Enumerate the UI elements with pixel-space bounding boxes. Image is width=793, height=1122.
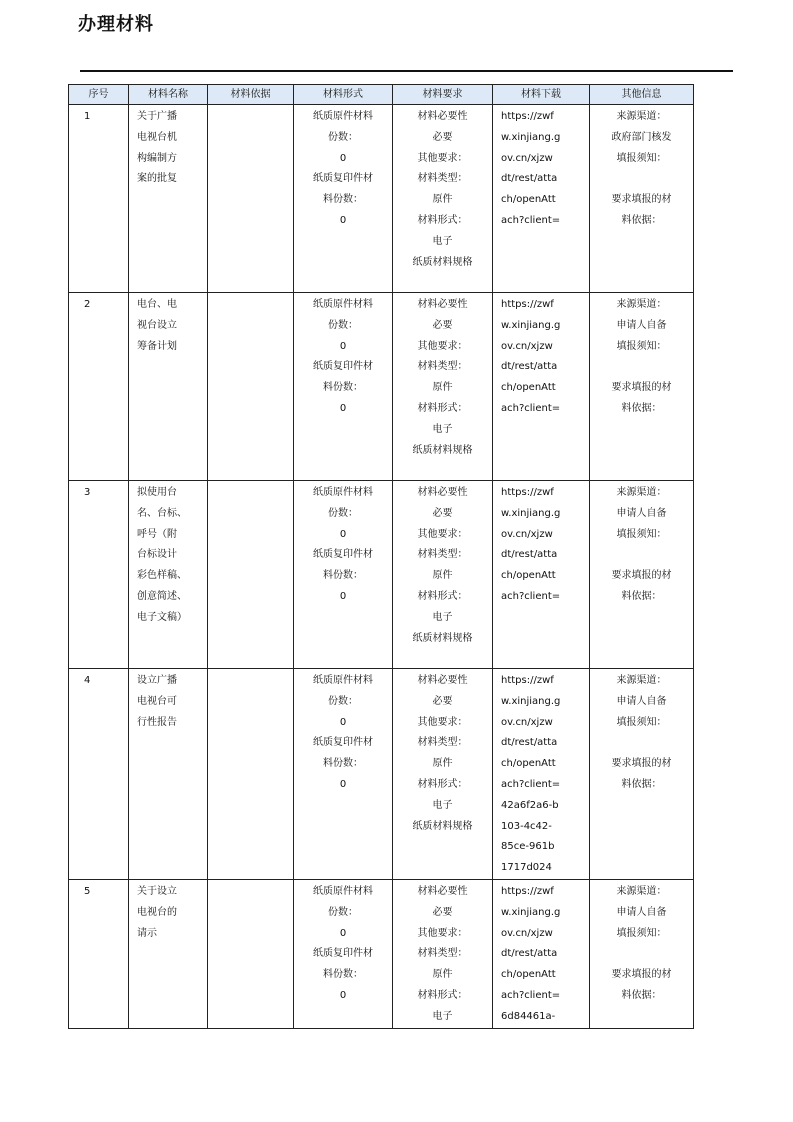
header-download: 材料下载	[493, 85, 590, 105]
cell-material-requirements	[393, 293, 493, 481]
page-title: 办理材料	[78, 14, 154, 35]
cell-download-link-line[interactable]: ch/openAtt	[501, 382, 556, 394]
cell-material-name-line: 构编制方	[137, 152, 177, 164]
cell-other-info-line: 申请人自备	[616, 695, 667, 707]
cell-material-requirements-line: 原件	[432, 570, 453, 582]
cell-material-name-line: 电视台可	[137, 695, 177, 707]
cell-material-form-line: 纸质复印件材	[313, 549, 373, 561]
cell-material-name-line: 案的批复	[137, 173, 177, 185]
cell-other-info-line: 填报须知：	[616, 528, 667, 540]
cell-other-info	[590, 879, 694, 1028]
cell-download-link[interactable]	[493, 879, 590, 1028]
cell-material-form-line: 纸质原件材料	[313, 675, 373, 686]
cell-material-requirements-line: 原件	[432, 969, 453, 981]
cell-material-name	[129, 105, 208, 293]
cell-material-requirements-line: 材料类型：	[417, 173, 468, 185]
cell-material-name-line: 电视台的	[137, 906, 177, 918]
cell-material-requirements-line: 材料必要性	[417, 299, 468, 310]
cell-other-info	[590, 481, 694, 669]
cell-material-requirements-line: 原件	[432, 382, 453, 394]
cell-material-requirements-line: 其他要求：	[417, 152, 468, 164]
cell-material-form-line: 0	[339, 152, 347, 164]
cell-other-info-line: 要求填报的材	[611, 570, 672, 582]
cell-other-info-line: 料依据：	[621, 590, 662, 602]
cell-material-requirements-line: 其他要求：	[417, 528, 468, 540]
cell-material-name	[129, 293, 208, 481]
cell-other-info-line: 申请人自备	[616, 507, 667, 519]
cell-other-info-line: 要求填报的材	[611, 969, 672, 981]
cell-download-link-line[interactable]: ch/openAtt	[501, 758, 556, 770]
cell-material-form-line: 0	[339, 402, 347, 414]
cell-material-requirements-line: 其他要求：	[417, 716, 468, 728]
title-divider	[80, 70, 733, 72]
cell-material-requirements-line: 纸质材料规格	[412, 444, 473, 456]
cell-material-name-line: 筹备计划	[137, 340, 177, 352]
cell-download-link-line[interactable]: https://zwf	[501, 299, 554, 310]
cell-material-form-line: 料份数：	[323, 758, 363, 770]
cell-download-link-line[interactable]: dt/rest/atta	[501, 361, 558, 373]
cell-download-link-line[interactable]: ov.cn/xjzw	[501, 716, 553, 728]
cell-material-name-line: 关于广播	[137, 111, 177, 122]
cell-material-name	[129, 879, 208, 1028]
cell-material-requirements-line: 必要	[432, 131, 453, 143]
cell-other-info-line	[590, 733, 693, 754]
table-header-row	[69, 85, 694, 105]
cell-download-link-line[interactable]: 42a6f2a6-b	[501, 799, 559, 811]
cell-material-form-line: 份数：	[328, 319, 358, 331]
header-basis: 材料依据	[208, 85, 294, 105]
cell-download-link-line[interactable]: ov.cn/xjzw	[501, 528, 553, 540]
cell-other-info-line: 填报须知：	[616, 927, 667, 939]
cell-material-name-line: 电台、电	[137, 299, 177, 310]
cell-download-link-line[interactable]: https://zwf	[501, 487, 554, 498]
cell-material-requirements-line: 材料形式：	[417, 778, 468, 790]
cell-material-form-line: 纸质原件材料	[313, 111, 373, 122]
cell-other-info-line: 料依据：	[621, 989, 662, 1001]
cell-other-info-line	[590, 944, 693, 965]
cell-download-link-line[interactable]: dt/rest/atta	[501, 737, 558, 749]
header-name: 材料名称	[129, 85, 208, 105]
cell-material-form-line: 料份数：	[323, 382, 363, 394]
cell-download-link-line[interactable]: ach?client=	[501, 778, 561, 790]
cell-material-requirements-line: 材料必要性	[417, 111, 468, 122]
table-row	[69, 105, 694, 293]
cell-material-name-line: 视台设立	[137, 319, 177, 331]
cell-other-info-line: 要求填报的材	[611, 758, 672, 770]
cell-material-form-line: 纸质原件材料	[313, 487, 373, 498]
cell-material-name-line: 名、台标、	[137, 507, 187, 519]
cell-material-requirements-line: 电子	[432, 423, 453, 435]
cell-material-requirements-line: 材料形式：	[417, 214, 468, 226]
cell-material-form	[294, 669, 393, 880]
cell-material-form-line: 料份数：	[323, 194, 363, 206]
cell-material-form-line: 0	[339, 778, 347, 790]
table-row	[69, 293, 694, 481]
cell-other-info-line: 填报须知：	[616, 340, 667, 352]
cell-download-link-line[interactable]: w.xinjiang.g	[501, 131, 561, 143]
cell-other-info	[590, 105, 694, 293]
cell-material-name-line: 电子文稿）	[137, 611, 187, 623]
cell-download-link-line[interactable]: 103-4c42-	[501, 820, 552, 832]
cell-material-requirements-line: 必要	[432, 906, 453, 918]
cell-index: 2	[69, 293, 129, 481]
cell-download-link-line[interactable]: ov.cn/xjzw	[501, 927, 553, 939]
cell-material-form-line: 0	[339, 340, 347, 352]
cell-download-link-line[interactable]: 6d84461a-	[501, 1010, 556, 1022]
cell-material-form	[294, 481, 393, 669]
cell-material-requirements-line: 材料必要性	[417, 885, 468, 897]
cell-index: 3	[69, 481, 129, 669]
cell-material-form-line: 0	[339, 590, 347, 602]
cell-material-form-line: 纸质原件材料	[313, 885, 373, 897]
cell-download-link-line[interactable]: ach?client=	[501, 989, 561, 1001]
cell-material-name-line: 拟使用台	[137, 487, 177, 498]
cell-material-requirements	[393, 481, 493, 669]
cell-download-link-line[interactable]: w.xinjiang.g	[501, 695, 561, 707]
cell-download-link-line[interactable]: https://zwf	[501, 885, 554, 897]
cell-material-form-line: 0	[339, 989, 347, 1001]
cell-material-requirements-line: 材料形式：	[417, 590, 468, 602]
header-form: 材料形式	[294, 85, 393, 105]
cell-material-form	[294, 879, 393, 1028]
cell-other-info-line: 要求填报的材	[611, 382, 672, 394]
cell-material-requirements-line: 必要	[432, 695, 453, 707]
cell-material-form-line: 纸质原件材料	[313, 299, 373, 310]
cell-material-requirements-line: 材料必要性	[417, 487, 468, 498]
cell-other-info-line	[590, 357, 693, 378]
table-row	[69, 879, 694, 1028]
cell-material-requirements-line: 电子	[432, 611, 453, 623]
cell-material-form-line: 料份数：	[323, 969, 363, 981]
cell-download-link[interactable]	[493, 105, 590, 293]
cell-material-form	[294, 105, 393, 293]
cell-material-name-line: 请示	[137, 927, 157, 939]
cell-download-link[interactable]	[493, 293, 590, 481]
cell-download-link-line[interactable]: 1717d024	[501, 862, 552, 874]
cell-download-link-line[interactable]: ach?client=	[501, 214, 561, 226]
cell-material-basis	[208, 105, 294, 293]
cell-material-name-line: 呼号（附	[137, 528, 177, 540]
cell-material-form-line: 份数：	[328, 906, 358, 918]
cell-download-link-line[interactable]: w.xinjiang.g	[501, 319, 561, 331]
header-index: 序号	[69, 85, 129, 105]
cell-material-requirements	[393, 105, 493, 293]
cell-other-info-line: 来源渠道：	[616, 675, 667, 686]
cell-other-info-line	[590, 545, 693, 566]
cell-material-form-line: 0	[339, 214, 347, 226]
cell-download-link-line[interactable]: https://zwf	[501, 675, 554, 686]
cell-download-link-line[interactable]: ch/openAtt	[501, 570, 556, 582]
cell-download-link-line[interactable]: ch/openAtt	[501, 194, 556, 206]
cell-material-form-line: 份数：	[328, 695, 358, 707]
table-row	[69, 481, 694, 669]
cell-download-link-line[interactable]: ach?client=	[501, 590, 561, 602]
cell-download-link-line[interactable]: ov.cn/xjzw	[501, 152, 553, 164]
cell-material-requirements-line: 材料形式：	[417, 402, 468, 414]
cell-material-name-line: 关于设立	[137, 885, 177, 897]
table-row	[69, 669, 694, 880]
cell-material-form-line: 料份数：	[323, 570, 363, 582]
cell-material-form-line: 纸质复印件材	[313, 173, 373, 185]
cell-material-requirements	[393, 669, 493, 880]
cell-other-info-line: 料依据：	[621, 402, 662, 414]
cell-other-info-line: 料依据：	[621, 214, 662, 226]
cell-download-link[interactable]	[493, 669, 590, 880]
cell-material-requirements-line: 电子	[432, 235, 453, 247]
cell-other-info-line: 来源渠道：	[616, 885, 667, 897]
cell-material-form-line: 0	[339, 528, 347, 540]
cell-material-name-line: 彩色样稿、	[137, 570, 187, 582]
cell-download-link-line[interactable]: dt/rest/atta	[501, 948, 558, 960]
cell-material-requirements-line: 纸质材料规格	[412, 820, 473, 832]
cell-other-info	[590, 293, 694, 481]
cell-index: 5	[69, 879, 129, 1028]
cell-material-requirements-line: 其他要求：	[417, 340, 468, 352]
cell-material-requirements-line: 原件	[432, 194, 453, 206]
cell-download-link-line[interactable]: 85ce-961b	[501, 841, 555, 853]
cell-material-name	[129, 481, 208, 669]
cell-material-name-line: 电视台机	[137, 131, 177, 143]
cell-download-link-line[interactable]: dt/rest/atta	[501, 549, 558, 561]
cell-material-requirements-line: 必要	[432, 319, 453, 331]
cell-other-info-line: 来源渠道：	[616, 111, 667, 122]
cell-material-basis	[208, 879, 294, 1028]
cell-material-requirements-line: 其他要求：	[417, 927, 468, 939]
cell-material-form-line: 份数：	[328, 131, 358, 143]
cell-material-name	[129, 669, 208, 880]
cell-material-requirements-line: 电子	[432, 799, 453, 811]
cell-material-name-line: 行性报告	[137, 716, 177, 728]
cell-index: 1	[69, 105, 129, 293]
cell-material-form-line: 纸质复印件材	[313, 361, 373, 373]
cell-material-requirements-line: 纸质材料规格	[412, 632, 473, 644]
cell-other-info-line: 填报须知：	[616, 152, 667, 164]
cell-other-info-line: 填报须知：	[616, 716, 667, 728]
cell-material-name-line: 台标设计	[137, 549, 177, 561]
cell-other-info-line: 政府部门核发	[611, 131, 672, 143]
header-other: 其他信息	[590, 85, 694, 105]
cell-material-basis	[208, 669, 294, 880]
cell-material-form-line: 纸质复印件材	[313, 948, 373, 960]
cell-material-form-line: 纸质复印件材	[313, 737, 373, 749]
cell-material-name-line: 创意简述、	[137, 590, 187, 602]
cell-other-info-line: 申请人自备	[616, 319, 667, 331]
cell-material-requirements-line: 材料类型：	[417, 549, 468, 561]
cell-download-link-line[interactable]: dt/rest/atta	[501, 173, 558, 185]
cell-material-requirements-line: 材料必要性	[417, 675, 468, 686]
cell-material-form-line: 份数：	[328, 507, 358, 519]
cell-material-form-line: 0	[339, 927, 347, 939]
cell-material-requirements-line: 材料类型：	[417, 948, 468, 960]
cell-download-link-line[interactable]: https://zwf	[501, 111, 554, 122]
cell-material-requirements-line: 材料形式：	[417, 989, 468, 1001]
cell-other-info-line: 来源渠道：	[616, 487, 667, 498]
cell-download-link-line[interactable]: w.xinjiang.g	[501, 507, 561, 519]
header-requirements: 材料要求	[393, 85, 493, 105]
cell-other-info-line	[590, 169, 693, 190]
cell-download-link-line[interactable]: ov.cn/xjzw	[501, 340, 553, 352]
cell-other-info-line: 来源渠道：	[616, 299, 667, 310]
cell-other-info-line: 要求填报的材	[611, 194, 672, 206]
cell-material-requirements-line: 纸质材料规格	[412, 256, 473, 268]
cell-index: 4	[69, 669, 129, 880]
cell-material-form	[294, 293, 393, 481]
cell-material-form-line: 0	[339, 716, 347, 728]
cell-material-requirements	[393, 879, 493, 1028]
cell-download-link[interactable]	[493, 481, 590, 669]
materials-table	[68, 84, 694, 1029]
cell-other-info-line: 料依据：	[621, 778, 662, 790]
cell-material-requirements-line: 材料类型：	[417, 361, 468, 373]
cell-download-link-line[interactable]: ch/openAtt	[501, 969, 556, 981]
cell-material-requirements-line: 必要	[432, 507, 453, 519]
cell-material-basis	[208, 481, 294, 669]
cell-material-requirements-line: 原件	[432, 758, 453, 770]
cell-download-link-line[interactable]: w.xinjiang.g	[501, 906, 561, 918]
cell-material-basis	[208, 293, 294, 481]
cell-download-link-line[interactable]: ach?client=	[501, 402, 561, 414]
cell-material-requirements-line: 电子	[432, 1010, 453, 1022]
cell-other-info	[590, 669, 694, 880]
cell-other-info-line: 申请人自备	[616, 906, 667, 918]
cell-material-name-line: 设立广播	[137, 675, 177, 686]
cell-material-requirements-line: 材料类型：	[417, 737, 468, 749]
